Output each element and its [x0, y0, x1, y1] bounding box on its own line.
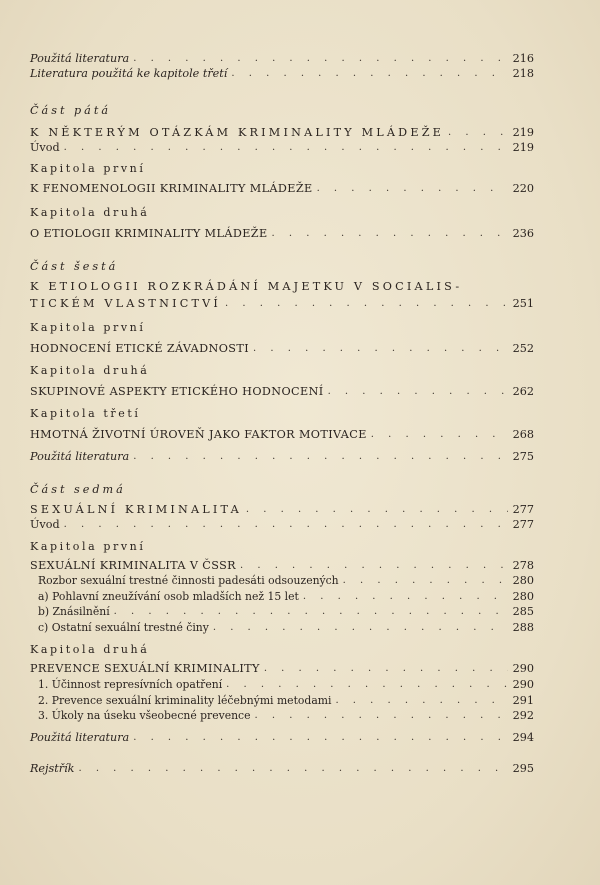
- page-number: 291: [512, 694, 534, 707]
- dot-leader: [64, 143, 508, 153]
- toc-entry-title: b) Znásilnění: [38, 605, 110, 618]
- toc-entry-title: a) Pohlavní zneužívání osob mladších než 15 let: [38, 590, 299, 603]
- part-heading: Část sedmá: [30, 483, 126, 496]
- chapter-heading: Kapitola druhá: [30, 643, 150, 656]
- toc-entry: [30, 381, 534, 399]
- page-number: 251: [512, 297, 534, 310]
- dot-leader: [255, 711, 509, 721]
- part-heading: Část pátá: [30, 104, 112, 117]
- toc-entry-title: SKUPINOVÉ ASPEKTY ETICKÉHO HODNOCENÍ: [30, 385, 324, 398]
- toc-entry-title: Rozbor sexuální trestné činnosti padesáti odsouzených: [38, 574, 339, 587]
- toc-entry: [30, 293, 534, 311]
- dot-leader: [225, 299, 508, 309]
- toc-entry: [30, 178, 534, 196]
- dot-leader: [78, 764, 508, 774]
- dot-leader: [371, 430, 508, 440]
- chapter-heading: Kapitola druhá: [30, 206, 150, 219]
- page-number: 285: [512, 605, 534, 618]
- toc-entry-title: c) Ostatní sexuální trestné činy: [38, 621, 209, 634]
- page-number: 280: [512, 590, 534, 603]
- toc-entry-title: SEXUÁLNÍ KRIMINALITA V ČSSR: [30, 559, 236, 572]
- dot-leader: [133, 452, 508, 462]
- chapter-heading: Kapitola druhá: [30, 364, 150, 377]
- toc-entry-title: K ETIOLOGII ROZKRÁDÁNÍ MAJETKU V SOCIALIS-: [30, 280, 463, 293]
- toc-entry-title: Úvod: [30, 141, 60, 154]
- page-number: 290: [512, 662, 534, 675]
- page-number: 218: [512, 67, 534, 80]
- toc-entry-title: 2. Prevence sexuální kriminality léčebnými metodami: [38, 694, 332, 707]
- page-number: 216: [512, 52, 534, 65]
- dot-leader: [231, 69, 508, 79]
- toc-entry: [30, 424, 534, 442]
- toc-entry-title: HMOTNÁ ŽIVOTNÍ ÚROVEŇ JAKO FAKTOR MOTIVACE: [30, 428, 367, 441]
- page-number: 236: [512, 227, 534, 240]
- dot-leader: [64, 520, 508, 530]
- toc-entry-title: SEXUÁLNÍ KRIMINALITA: [30, 503, 242, 516]
- toc-entry-title: Literatura použitá ke kapitole třetí: [30, 67, 228, 80]
- toc-entry: [30, 514, 534, 532]
- page-number: 292: [512, 709, 534, 722]
- page-number: 220: [512, 182, 534, 195]
- toc-entry: [30, 758, 534, 776]
- page-number: 280: [512, 574, 534, 587]
- page-number: 275: [512, 450, 534, 463]
- page-number: 290: [512, 678, 534, 691]
- toc-entry-title: PREVENCE SEXUÁLNÍ KRIMINALITY: [30, 662, 260, 675]
- dot-leader: [226, 680, 508, 690]
- dot-leader: [253, 344, 508, 354]
- toc-entry-title: K NĚKTERÝM OTÁZKÁM KRIMINALITY MLÁDEŽE: [30, 126, 445, 139]
- page-number: 278: [512, 559, 534, 572]
- page-number: 288: [512, 621, 534, 634]
- page-number: 268: [512, 428, 534, 441]
- toc-entry: [38, 705, 534, 723]
- toc-entry-title: Použitá literatura: [30, 731, 130, 744]
- toc-entry: [30, 338, 534, 356]
- chapter-heading: Kapitola první: [30, 540, 146, 553]
- part-heading: Část šestá: [30, 260, 119, 273]
- toc-entry: [38, 617, 534, 635]
- dot-leader: [133, 733, 508, 743]
- page-number: 262: [512, 385, 534, 398]
- chapter-heading: Kapitola třetí: [30, 407, 141, 420]
- toc-entry-title: K FENOMENOLOGII KRIMINALITY MLÁDEŽE: [30, 182, 313, 195]
- dot-leader: [264, 664, 508, 674]
- toc-entry-title: Úvod: [30, 518, 60, 531]
- toc-entry-title: Použitá literatura: [30, 450, 130, 463]
- dot-leader: [328, 387, 508, 397]
- chapter-heading: Kapitola první: [30, 162, 146, 175]
- toc-entry-title: O ETIOLOGII KRIMINALITY MLÁDEŽE: [30, 227, 268, 240]
- toc-entry-title: 3. Úkoly na úseku všeobecné prevence: [38, 709, 251, 722]
- toc-entry-title: TICKÉM VLASTNICTVÍ: [30, 297, 222, 310]
- dot-leader: [343, 576, 508, 586]
- toc-entry: [30, 63, 534, 81]
- dot-leader: [317, 184, 508, 194]
- page-number: 277: [512, 503, 534, 516]
- page-number: 277: [512, 518, 534, 531]
- dot-leader: [114, 607, 508, 617]
- page-number: 219: [512, 126, 534, 139]
- toc-entry-title: Rejstřík: [30, 762, 75, 775]
- dot-leader: [272, 229, 508, 239]
- dot-leader: [213, 623, 508, 633]
- page-number: 252: [512, 342, 534, 355]
- toc-entry: [30, 223, 534, 241]
- toc-entry-title: HODNOCENÍ ETICKÉ ZÁVADNOSTI: [30, 342, 250, 355]
- chapter-heading: Kapitola první: [30, 321, 146, 334]
- page-number: 295: [512, 762, 534, 775]
- toc-entry-title: 1. Účinnost represívních opatření: [38, 678, 223, 691]
- toc-entry-title: Použitá literatura: [30, 52, 130, 65]
- page-number: 219: [512, 141, 534, 154]
- page-number: 294: [512, 731, 534, 744]
- toc-entry: [30, 446, 534, 464]
- toc-entry: [30, 727, 534, 745]
- toc-entry: [30, 137, 534, 155]
